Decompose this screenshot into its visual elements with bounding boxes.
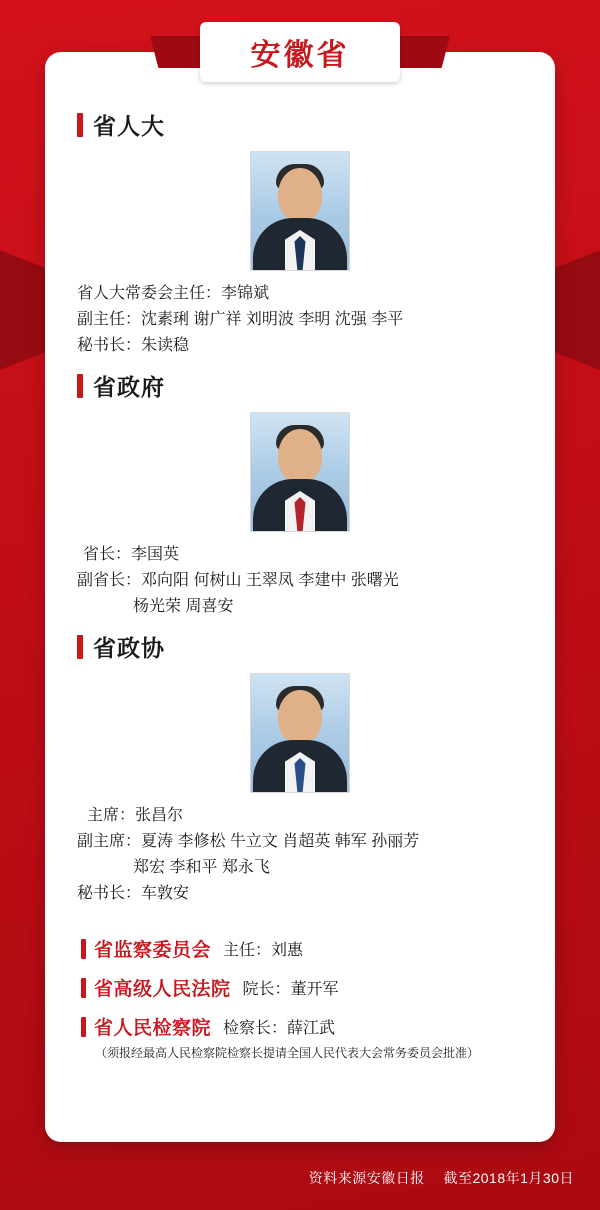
official-line: 杨光荣 周喜安 [133,598,234,615]
official-line: 副省长：邓向阳 何树山 王翠凤 李建中 张曙光 [77,572,399,589]
footnote: （须报经最高人民检察院检察长提请全国人民代表大会常务委员会批准） [95,1046,480,1060]
section-title: 省政府 [93,374,165,400]
spacer [77,620,523,630]
accent-bar-icon [81,978,86,998]
portrait-image [250,412,350,532]
agency-name: 省监察委员会 [94,940,212,961]
section-accent-bar-icon [77,374,83,398]
agency-row-supervision [81,935,523,962]
portrait-image [250,151,350,271]
section-header-cppcc [77,630,523,663]
agency-official: 院长：董开军 [242,981,339,998]
official-line: 秘书长：车敦安 [77,885,190,902]
section-header-government [77,369,523,402]
portrait-image [250,673,350,793]
agency-name: 省人民检察院 [94,1018,212,1039]
portrait-cppcc [77,673,523,793]
footer-source: 资料来源安徽日报 [308,1170,425,1186]
official-line: 郑宏 李和平 郑永飞 [133,859,270,876]
official-line: 秘书长：朱读稳 [77,337,190,354]
title-ribbon [200,22,400,82]
section-accent-bar-icon [77,635,83,659]
section-header-people-congress [77,108,523,141]
official-line: 副主任：沈素琍 谢广祥 刘明波 李明 沈强 李平 [77,311,404,328]
agency-official: 检察长：薛江武 [223,1020,336,1037]
accent-bar-icon [81,1017,86,1037]
section-title: 省人大 [93,113,165,139]
section-title: 省政协 [93,635,165,661]
official-line: 省长：李国英 [83,546,180,563]
agency-row-procuratorate [81,1013,523,1040]
content-card [45,52,555,1142]
page-title: 安徽省 [250,39,350,72]
official-line: 主席：张昌尔 [87,807,184,824]
portrait-head [278,168,322,222]
spacer [77,359,523,369]
footer [309,1168,574,1188]
portrait-head [278,690,322,744]
agency-official: 主任：刘惠 [223,942,304,959]
portrait-government [77,412,523,532]
official-line: 省人大常委会主任：李锦斌 [77,285,270,302]
portrait-head [278,429,322,483]
portrait-people-congress [77,151,523,271]
official-line: 副主席：夏涛 李修松 牛立文 肖超英 韩军 孙丽芳 [77,833,420,850]
footer-date: 截至2018年1月30日 [443,1170,574,1186]
agency-row-high-court [81,974,523,1001]
section-accent-bar-icon [77,113,83,137]
spacer [77,907,523,923]
accent-bar-icon [81,939,86,959]
agency-name: 省高级人民法院 [94,979,231,1000]
